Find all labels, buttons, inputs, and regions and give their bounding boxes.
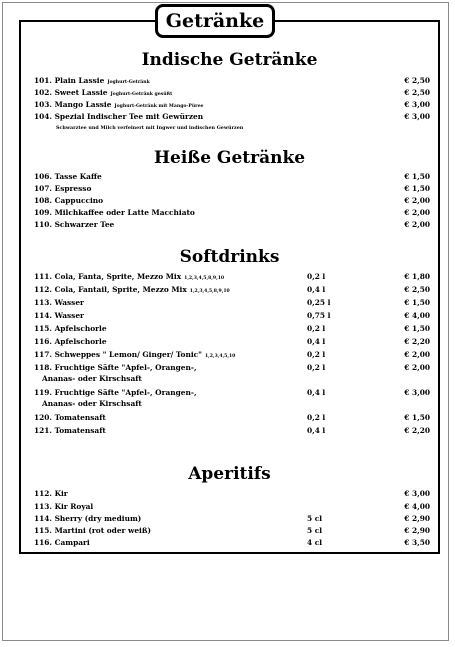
item-size: 0,4 l — [307, 285, 326, 294]
item-note: 1,2,3,4,5,10 — [204, 354, 236, 359]
item-price: € 1,50 — [404, 184, 430, 193]
menu-item — [34, 323, 430, 335]
item-name: 120. Tomatensaft — [34, 413, 106, 422]
item-name: 101. Plain Lassie Joghurt-Getränk — [34, 76, 150, 85]
menu-item — [34, 412, 430, 424]
section-title-soft: Softdrinks — [179, 247, 280, 267]
item-price: € 2,00 — [404, 363, 430, 372]
item-size: 5 cl — [307, 526, 323, 535]
item-price: € 2,20 — [404, 426, 430, 435]
menu-item — [34, 513, 430, 525]
item-price: € 1,50 — [404, 413, 430, 422]
item-continuation: Ananas- oder Kirschsaft — [42, 374, 142, 383]
item-size: 4 cl — [307, 538, 323, 547]
item-price: € 2,00 — [404, 350, 430, 359]
item-size: 0,2 l — [307, 413, 326, 422]
menu-item — [34, 537, 430, 549]
page-title: Getränke — [155, 4, 275, 38]
item-price: € 1,50 — [404, 172, 430, 181]
item-note: 1,2,3,4,5,8,9,10 — [189, 289, 230, 294]
item-name: 108. Cappuccino — [34, 196, 104, 205]
item-price: € 2,50 — [404, 88, 430, 97]
item-name: 118. Fruchtige Säfte "Apfel-, Orangen-, — [34, 363, 197, 372]
item-price: € 3,00 — [404, 489, 430, 498]
item-name: 113. Kir Royal — [34, 502, 94, 511]
item-note: Joghurt-Getränk — [107, 80, 150, 85]
item-name: 102. Sweet Lassie Joghurt-Getränk gesüßt — [34, 88, 173, 97]
item-name: 117. Schweppes " Lemon/ Ginger/ Tonic" 1,2,3,4,5,10 — [34, 350, 236, 359]
menu-item — [34, 207, 430, 219]
section-title-aperitifs: Aperitifs — [188, 464, 271, 484]
item-name: 103. Mango Lassie Joghurt-Getränk mit Mango-Püree — [34, 100, 204, 109]
menu-item — [34, 284, 430, 296]
item-size: 0,4 l — [307, 426, 326, 435]
item-size: 0,2 l — [307, 350, 326, 359]
item-price: € 2,50 — [404, 285, 430, 294]
item-price: € 3,00 — [404, 100, 430, 109]
item-name: 110. Schwarzer Tee — [34, 220, 115, 229]
item-name: 113. Wasser — [34, 298, 84, 307]
item-price: € 1,50 — [404, 324, 430, 333]
item-size: 0,2 l — [307, 324, 326, 333]
item-name: 114. Wasser — [34, 311, 84, 320]
menu-item — [34, 336, 430, 348]
item-note: Joghurt-Getränk gesüßt — [110, 92, 173, 97]
item-price: € 2,00 — [404, 208, 430, 217]
item-subnote: Schwarztee und Milch verfeinert mit Ingwer und indischen Gewürzen — [56, 125, 244, 131]
menu-item — [34, 99, 430, 111]
menu-item — [34, 183, 430, 195]
item-name: 104. Spezial Indischer Tee mit Gewürzen — [34, 112, 204, 121]
item-name: 114. Sherry (dry medium) — [34, 514, 142, 523]
item-price: € 2,90 — [404, 514, 430, 523]
item-name: 109. Milchkaffee oder Latte Macchiato — [34, 208, 195, 217]
item-price: € 3,00 — [404, 112, 430, 121]
section-title-indisch: Indische Getränke — [141, 50, 318, 70]
item-price: € 1,50 — [404, 298, 430, 307]
menu-item — [34, 488, 430, 500]
item-size: 0,25 l — [307, 298, 331, 307]
menu-item — [34, 297, 430, 309]
menu-item — [34, 171, 430, 183]
menu-item — [34, 310, 430, 322]
item-size: 0,2 l — [307, 272, 326, 281]
item-price: € 2,00 — [404, 196, 430, 205]
item-name: 111. Cola, Fanta, Sprite, Mezzo Mix 1,2,3,4,5,8,9,10 — [34, 272, 225, 281]
item-price: € 4,00 — [404, 502, 430, 511]
section-title-heiss: Heiße Getränke — [153, 148, 306, 168]
item-continuation: Ananas- oder Kirschsaft — [42, 399, 142, 408]
item-price: € 2,20 — [404, 337, 430, 346]
menu-item — [34, 349, 430, 361]
menu-item — [34, 525, 430, 537]
item-name: 115. Apfelschorle — [34, 324, 107, 333]
menu-item — [34, 195, 430, 207]
item-size: 0,4 l — [307, 337, 326, 346]
menu-item — [34, 87, 430, 99]
item-name: 119. Fruchtige Säfte "Apfel-, Orangen-, — [34, 388, 197, 397]
item-size: 0,75 l — [307, 311, 331, 320]
item-name: 112. Kir — [34, 489, 68, 498]
item-name: 106. Tasse Kaffe — [34, 172, 102, 181]
item-size: 0,4 l — [307, 388, 326, 397]
item-name: 107. Espresso — [34, 184, 92, 193]
menu-item — [34, 111, 430, 123]
item-price: € 3,50 — [404, 538, 430, 547]
menu-item — [34, 501, 430, 513]
item-name: 115. Martini (rot oder weiß) — [34, 526, 151, 535]
menu-item — [34, 425, 430, 437]
item-size: 0,2 l — [307, 363, 326, 372]
item-price: € 3,00 — [404, 388, 430, 397]
item-name: 112. Cola, Fantail, Sprite, Mezzo Mix 1,2,3,4,5,8,9,10 — [34, 285, 230, 294]
item-price: € 1,80 — [404, 272, 430, 281]
item-name: 121. Tomatensaft — [34, 426, 106, 435]
item-name: 116. Apfelschorle — [34, 337, 107, 346]
menu-item — [34, 271, 430, 283]
item-price: € 2,00 — [404, 220, 430, 229]
item-name: 116. Campari — [34, 538, 90, 547]
item-price: € 2,90 — [404, 526, 430, 535]
item-note: 1,2,3,4,5,8,9,10 — [184, 276, 225, 281]
item-note: Joghurt-Getränk mit Mango-Püree — [114, 104, 204, 109]
menu-item — [34, 219, 430, 231]
item-price: € 4,00 — [404, 311, 430, 320]
item-size: 5 cl — [307, 514, 323, 523]
menu-item — [34, 75, 430, 87]
item-price: € 2,50 — [404, 76, 430, 85]
